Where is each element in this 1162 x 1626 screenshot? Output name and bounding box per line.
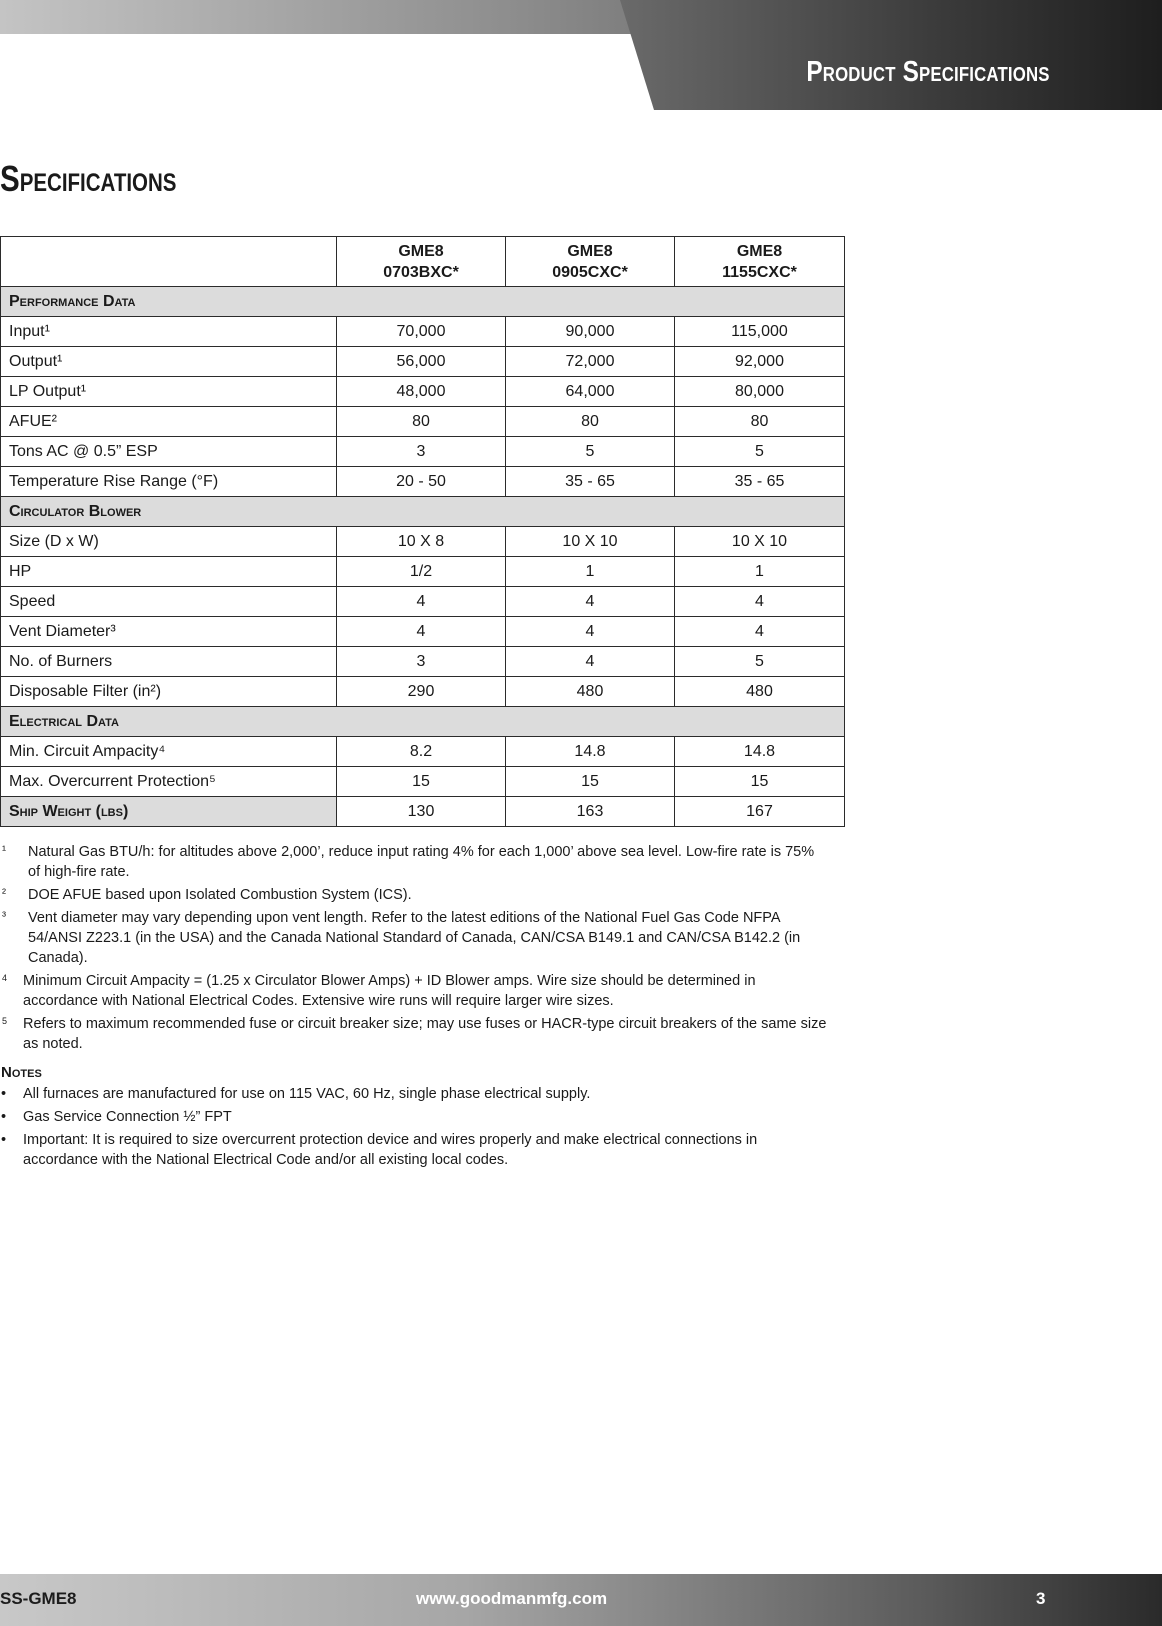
specifications-table xyxy=(0,236,845,827)
footnotes xyxy=(0,842,830,1057)
table-row xyxy=(1,377,845,407)
row-label: Ship Weight (lbs) xyxy=(1,797,337,827)
table-cell: 80,000 xyxy=(675,377,845,407)
table-cell: 80 xyxy=(506,407,675,437)
column-header xyxy=(337,237,506,287)
table-cell: 90,000 xyxy=(506,317,675,347)
table-row xyxy=(1,647,845,677)
note-item xyxy=(0,1084,830,1104)
table-cell: 10 X 10 xyxy=(675,527,845,557)
header-title-band xyxy=(620,0,1162,110)
table-row xyxy=(1,347,845,377)
footer-doc-id: SS-GME8 xyxy=(0,1589,77,1608)
table-cell: 4 xyxy=(506,647,675,677)
group-title: Circulator Blower xyxy=(1,497,845,527)
table-cell: 115,000 xyxy=(675,317,845,347)
group-title: Electrical Data xyxy=(1,707,845,737)
column-header-model: 1155CXC* xyxy=(722,263,797,281)
row-label: Size (D x W) xyxy=(1,527,337,557)
note-text: All furnaces are manufactured for use on 115 VAC, 60 Hz, single phase electrical supply. xyxy=(23,1086,591,1102)
footnote xyxy=(0,885,830,905)
table-cell: 130 xyxy=(337,797,506,827)
note-text: Gas Service Connection ½” FPT xyxy=(23,1109,232,1125)
column-header-series: GME8 xyxy=(736,242,783,260)
group-header-row xyxy=(1,287,845,317)
note-item xyxy=(0,1107,830,1127)
row-label: Output¹ xyxy=(1,347,337,377)
table-cell: 10 X 8 xyxy=(337,527,506,557)
table-row xyxy=(1,737,845,767)
footnote xyxy=(0,971,830,1011)
group-header-row xyxy=(1,497,845,527)
column-header-model: 0703BXC* xyxy=(383,263,459,281)
table-cell: 64,000 xyxy=(506,377,675,407)
footnote-mark: 4 xyxy=(2,973,8,983)
table-row xyxy=(1,677,845,707)
row-label: LP Output¹ xyxy=(1,377,337,407)
table-cell: 92,000 xyxy=(675,347,845,377)
row-label: Temperature Rise Range (°F) xyxy=(1,467,337,497)
table-row xyxy=(1,557,845,587)
table-cell: 15 xyxy=(675,767,845,797)
table-cell: 4 xyxy=(506,617,675,647)
table-cell: 1 xyxy=(675,557,845,587)
table-cell: 10 X 10 xyxy=(506,527,675,557)
footnote-text: Minimum Circuit Ampacity = (1.25 x Circulator Blower Amps) + ID Blower amps. Wire size should be determined in accordance with National Electrical Codes. Extensive wire runs will require larger wire sizes. xyxy=(23,973,756,1009)
footnote-mark: ² xyxy=(2,886,6,900)
table-cell: 15 xyxy=(506,767,675,797)
column-header-model: 0905CXC* xyxy=(552,263,628,281)
note-item xyxy=(0,1130,830,1170)
table-header-row xyxy=(1,237,845,287)
table-cell: 480 xyxy=(506,677,675,707)
table-cell: 56,000 xyxy=(337,347,506,377)
column-header xyxy=(675,237,845,287)
column-header xyxy=(506,237,675,287)
row-label: AFUE² xyxy=(1,407,337,437)
row-label: Input¹ xyxy=(1,317,337,347)
table-row xyxy=(1,467,845,497)
table-row xyxy=(1,527,845,557)
table-cell: 167 xyxy=(675,797,845,827)
table-row xyxy=(1,407,845,437)
table-cell: 14.8 xyxy=(675,737,845,767)
footnote-mark: ¹ xyxy=(2,843,6,857)
row-label: Min. Circuit Ampacity⁴ xyxy=(1,737,337,767)
table-cell: 4 xyxy=(506,587,675,617)
footnote-text: Refers to maximum recommended fuse or circuit breaker size; may use fuses or HACR-type circuit breakers of the same size as noted. xyxy=(23,1016,827,1052)
table-cell: 3 xyxy=(337,647,506,677)
table-cell: 14.8 xyxy=(506,737,675,767)
table-cell: 72,000 xyxy=(506,347,675,377)
table-cell: 4 xyxy=(337,587,506,617)
table-cell: 80 xyxy=(675,407,845,437)
table-cell: 4 xyxy=(675,587,845,617)
table-cell: 290 xyxy=(337,677,506,707)
table-cell: 1 xyxy=(506,557,675,587)
footnote xyxy=(0,842,830,882)
column-header-series: GME8 xyxy=(567,242,613,260)
table-cell: 5 xyxy=(675,437,845,467)
group-header-row xyxy=(1,707,845,737)
table-cell: 480 xyxy=(675,677,845,707)
column-header-series: GME8 xyxy=(398,242,444,260)
row-label: Max. Overcurrent Protection⁵ xyxy=(1,767,337,797)
header-empty-cell xyxy=(1,237,337,287)
table-row xyxy=(1,437,845,467)
notes-list xyxy=(0,1084,830,1173)
bullet: • xyxy=(1,1109,7,1125)
footnote-mark: ³ xyxy=(2,909,6,923)
footer-url: www.goodmanmfg.com xyxy=(416,1589,608,1608)
ship-weight-row xyxy=(1,797,845,827)
table-row xyxy=(1,767,845,797)
bullet: • xyxy=(1,1132,7,1148)
footer-page-number: 3 xyxy=(1036,1589,1046,1608)
bullet: • xyxy=(1,1086,7,1102)
section-title: Specifications xyxy=(0,158,177,199)
page-footer xyxy=(0,1574,1162,1626)
table-cell: 8.2 xyxy=(337,737,506,767)
table-cell: 4 xyxy=(675,617,845,647)
footnote-text: Vent diameter may vary depending upon vent length. Refer to the latest editions of the National Fuel Gas Code NFPA 54/ANSI Z223.1 (in the USA) and the Canada National Standard of Canada, CAN/CSA B149.1 and CAN/CSA B142.2 (in Canada). xyxy=(28,910,801,966)
row-label: No. of Burners xyxy=(1,647,337,677)
row-label: Tons AC @ 0.5” ESP xyxy=(1,437,337,467)
table-cell: 1/2 xyxy=(337,557,506,587)
footnote-text: DOE AFUE based upon Isolated Combustion System (ICS). xyxy=(28,887,412,903)
table-cell: 35 - 65 xyxy=(506,467,675,497)
row-label: Disposable Filter (in²) xyxy=(1,677,337,707)
group-title: Performance Data xyxy=(1,287,845,317)
row-label: Speed xyxy=(1,587,337,617)
table-cell: 20 - 50 xyxy=(337,467,506,497)
table-cell: 5 xyxy=(506,437,675,467)
page-header-title: Product Specifications xyxy=(806,56,1050,88)
table-row xyxy=(1,317,845,347)
row-label: HP xyxy=(1,557,337,587)
row-label: Vent Diameter³ xyxy=(1,617,337,647)
footnote-mark: 5 xyxy=(2,1016,8,1026)
table-cell: 80 xyxy=(337,407,506,437)
footnote xyxy=(0,908,830,968)
note-text: Important: It is required to size overcurrent protection device and wires properly and make electrical connections in accordance with the National Electrical Code and/or all existing local codes. xyxy=(23,1132,758,1168)
table-cell: 70,000 xyxy=(337,317,506,347)
table-cell: 48,000 xyxy=(337,377,506,407)
footnote-text: Natural Gas BTU/h: for altitudes above 2,000’, reduce input rating 4% for each 1,000’ above sea level. Low-fire rate is 75% of high-fire rate. xyxy=(28,844,815,880)
table-cell: 3 xyxy=(337,437,506,467)
table-cell: 5 xyxy=(675,647,845,677)
table-row xyxy=(1,617,845,647)
table-cell: 4 xyxy=(337,617,506,647)
table-cell: 15 xyxy=(337,767,506,797)
table-cell: 163 xyxy=(506,797,675,827)
table-row xyxy=(1,587,845,617)
table-cell: 35 - 65 xyxy=(675,467,845,497)
notes-title: Notes xyxy=(1,1064,42,1081)
footnote xyxy=(0,1014,830,1054)
